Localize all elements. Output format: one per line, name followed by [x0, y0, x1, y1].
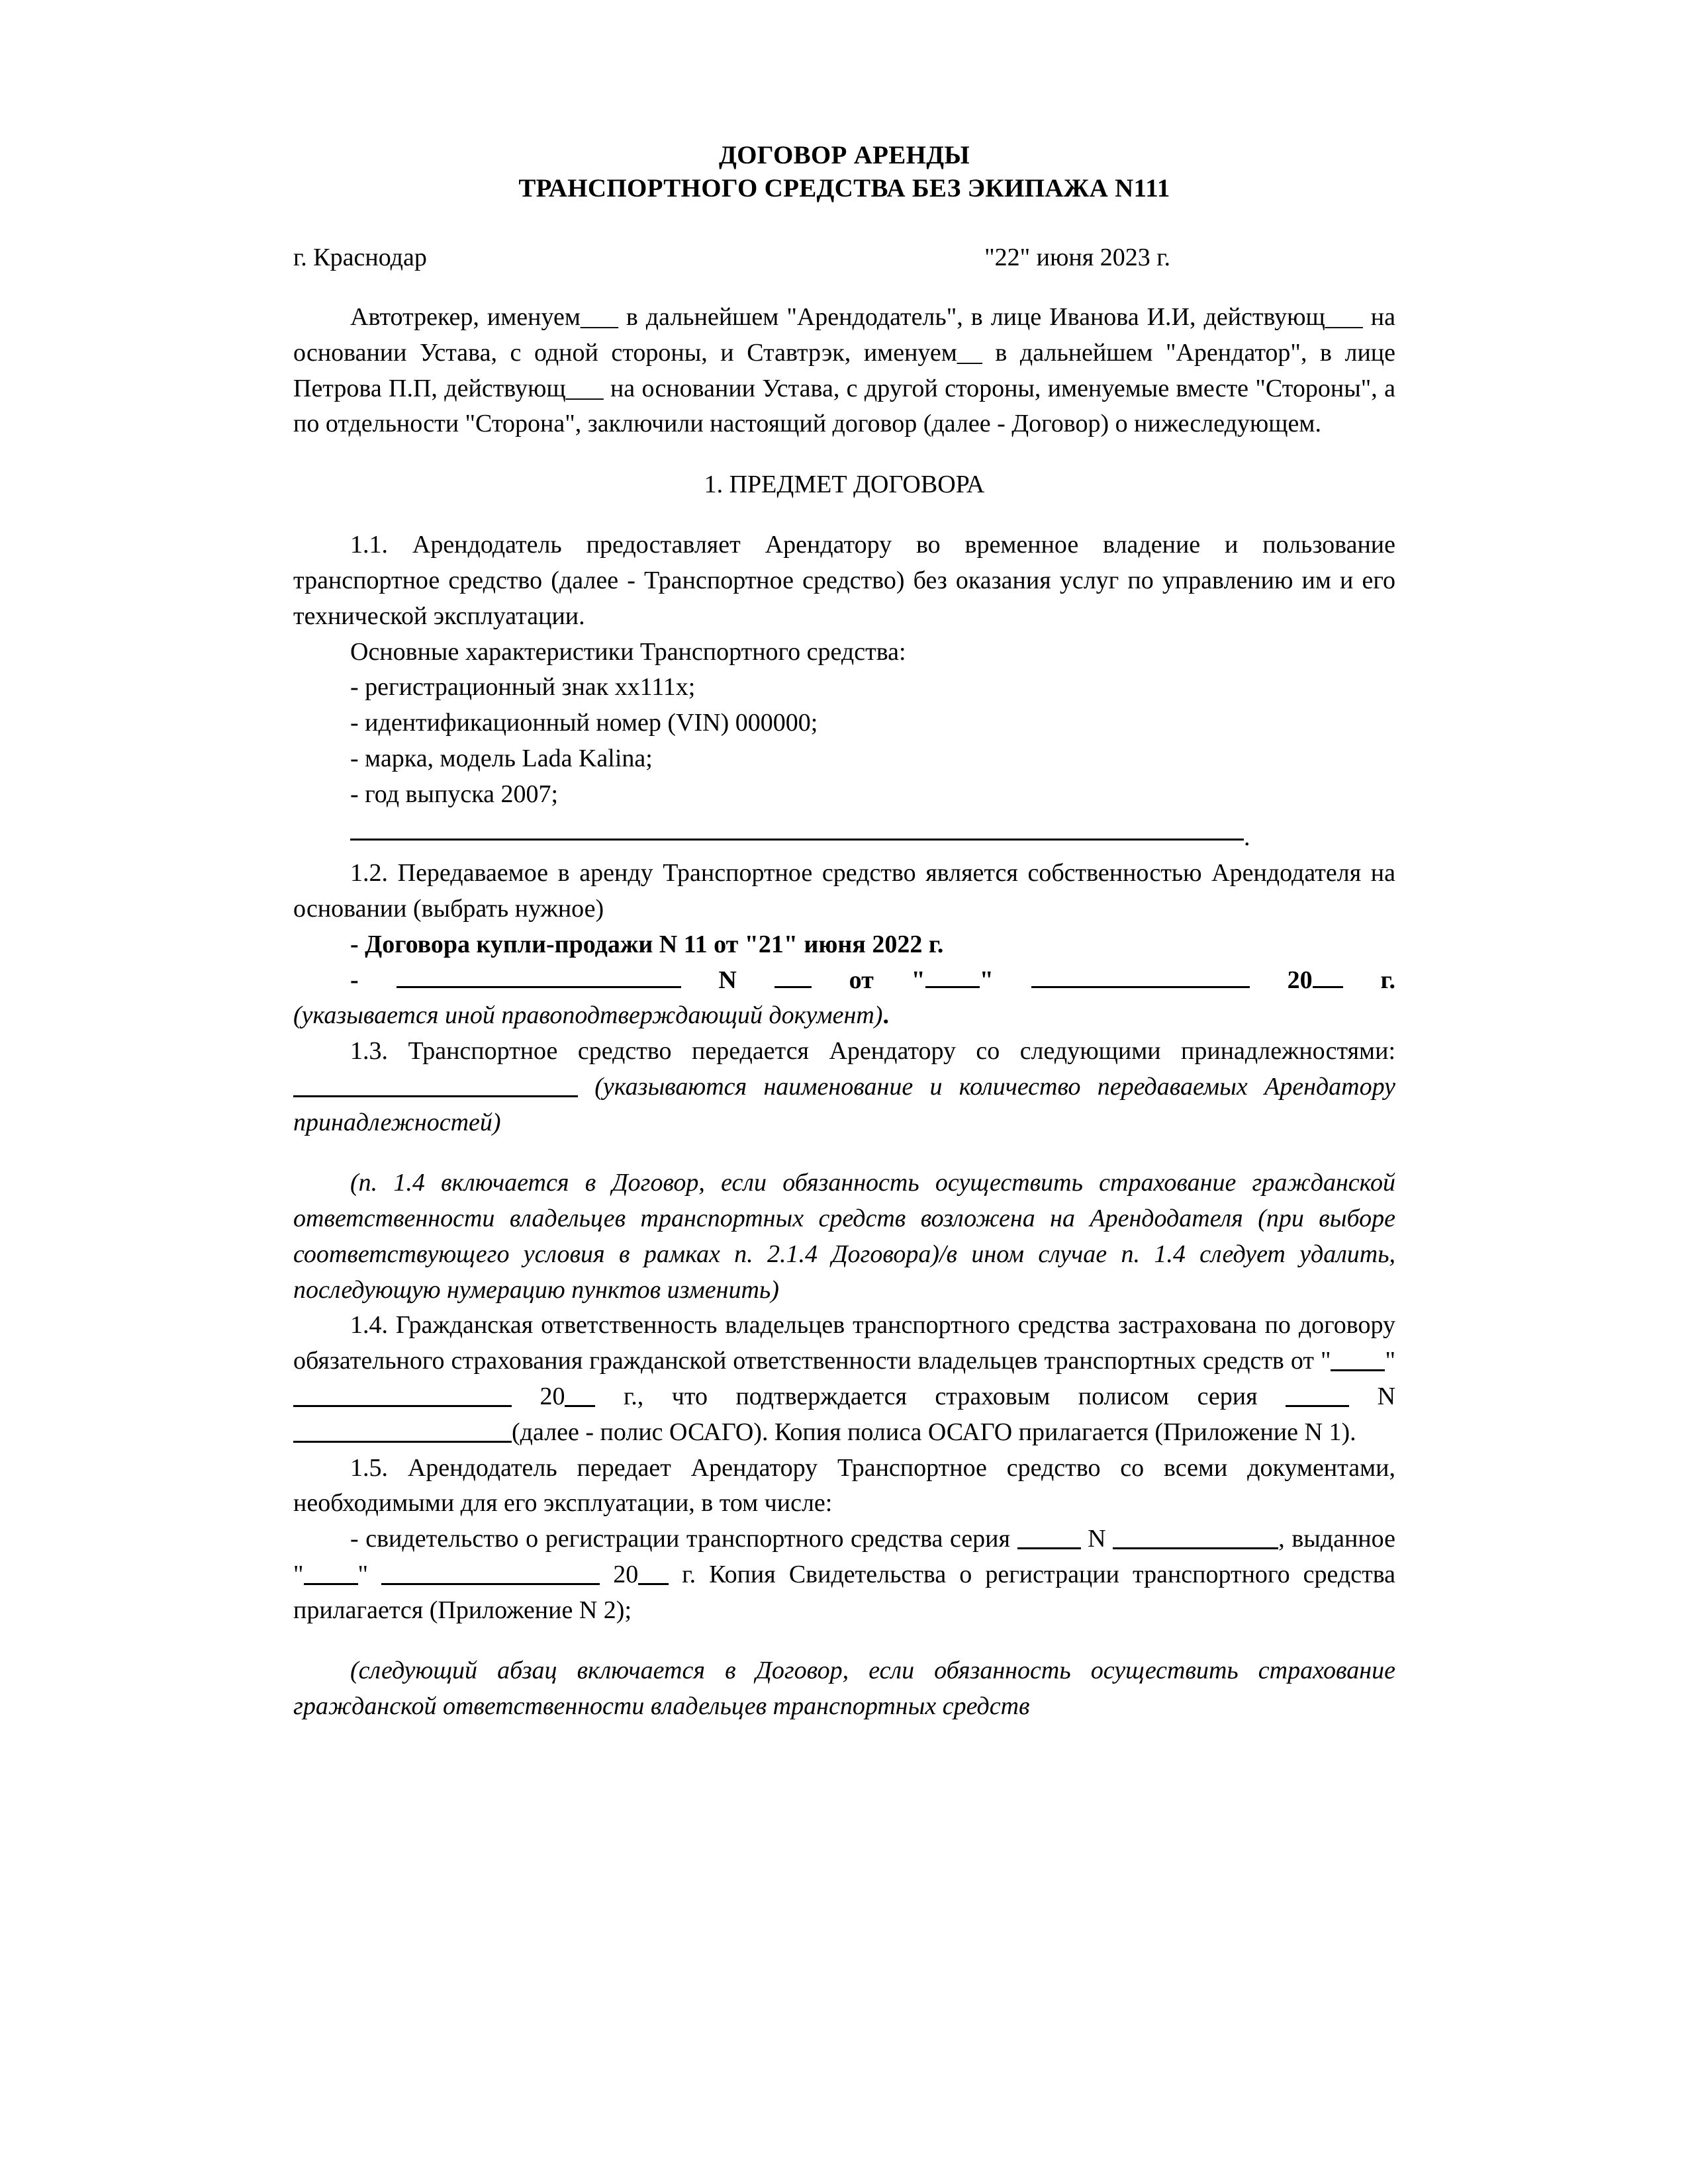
spacer [293, 812, 1395, 820]
note-clause-1-4-inclusion: (п. 1.4 включается в Договор, если обязанность осуществить страхование гражданской ответственности владельцев транспортных средств возложена на Арендодателя (при выборе соответствующего условия в рамках п. 2.1.4 Договора)/в ином случае п. 1.4 следует удалить, последующую нумерацию пунктов изменить) [293, 1169, 1395, 1304]
list-dash: - [350, 966, 359, 994]
characteristic-item: - идентификационный номер (VIN) 000000; [350, 709, 818, 737]
characteristic-item: - марка, модель Lada Kalina; [350, 744, 653, 772]
city-label: г. Краснодар [293, 243, 427, 271]
clause-1-5-lead: 1.5. Арендодатель передает Арендатору Транспортное средство со всеми документами, необходимыми для его эксплуатации, в том числе: [293, 1453, 1395, 1518]
clause-1-2-note-tail: . [882, 1001, 889, 1030]
accessories-field[interactable] [293, 1072, 578, 1097]
note-next-paragraph-inclusion: (следующий абзац включается в Договор, если обязанность осуществить страхование гражданской ответственности владельцев транспортных средств [293, 1657, 1395, 1721]
registration-year-field[interactable] [638, 1560, 669, 1585]
osago-series-field[interactable] [1286, 1382, 1349, 1407]
registration-day-field[interactable] [304, 1560, 358, 1585]
spacer [293, 205, 1395, 241]
document-number-field[interactable] [774, 963, 812, 988]
registration-series-field[interactable] [1017, 1524, 1081, 1549]
section-1-heading: 1. ПРЕДМЕТ ДОГОВОРА [704, 471, 985, 499]
registration-number-field[interactable] [1113, 1524, 1278, 1549]
osago-year-field[interactable] [565, 1382, 595, 1407]
clause-1-2-note-italic: (указывается иной правоподтверждающий документ) [293, 1001, 883, 1030]
clause-1-2-option-blank-row [293, 963, 1395, 999]
document-body [293, 139, 1395, 1725]
spacer [427, 241, 984, 275]
preamble-paragraph: Автотрекер, именуем___ в дальнейшем "Арендодатель", в лице Иванова И.И, действующ___ на основании Устава, с одной стороны, и Ставтрэк, именуем__ в дальнейшем "Арендатор", в лице Петрова П.П, действующ___ на основании Устава, с другой стороны, именуемые вместе "Стороны", а по отдельности "Сторона", заключили настоящий договор (далее - Договор) о нижеследующем. [293, 303, 1395, 438]
year-prefix: 20 [613, 1560, 639, 1588]
contract-date: "22" июня 2023 г. [984, 243, 1170, 271]
year-suffix: г. [1380, 966, 1395, 994]
clause-1-3-note-italic: (указываются наименование и количество передаваемых Арендатору принадлежностей) [293, 1072, 1395, 1136]
day-field[interactable] [925, 963, 980, 988]
clause-1-2-option-purchase-contract: - Договора купли-продажи N 11 от "21" июня 2022 г. [350, 930, 944, 958]
clause-1-5-item-1-part-3: г. Копия Свидетельства о регистрации транспортного средства прилагается (Приложение N 2); [293, 1560, 1395, 1624]
characteristic-item: - год выпуска 2007; [350, 780, 559, 808]
osago-number-field[interactable] [293, 1418, 512, 1443]
spacer [293, 275, 1395, 300]
clause-1-3-lead: 1.3. Транспортное средство передается Арендатору со следующими принадлежностями: [350, 1037, 1395, 1066]
title-line-2: ТРАНСПОРТНОГО СРЕДСТВА БЕЗ ЭКИПАЖА N111 [518, 173, 1170, 203]
blank-fill-trailing-punct: . [1244, 823, 1250, 852]
quote-open: " [293, 1560, 304, 1588]
clause-1-4-part-2: г., что подтверждается страховым полисом серия [623, 1382, 1258, 1410]
clause-1-1-text: 1.1. Арендодатель предоставляет Арендатору во временное владение и пользование транспортное средство (далее - Транспортное средство) без оказания услуг по управлению им и его технической эксплуатации. [293, 531, 1395, 630]
number-label: N [718, 966, 737, 994]
clause-1-5-item-1-part-2: выданное [1291, 1525, 1395, 1553]
title-line-1: ДОГОВОР АРЕНДЫ [719, 141, 970, 169]
osago-day-field[interactable] [1331, 1346, 1385, 1371]
number-label: N [1088, 1525, 1106, 1553]
clause-1-4-paragraph [293, 1308, 1395, 1450]
clause-1-3-paragraph [293, 1034, 1395, 1140]
spacer [293, 1140, 1395, 1165]
clause-1-1-characteristics-label: Основные характеристики Транспортного средства: [350, 637, 906, 666]
spacer [293, 442, 1395, 467]
characteristic-item: - регистрационный знак хх111х; [350, 673, 696, 702]
year-field[interactable] [1313, 963, 1343, 988]
quote-open: " [911, 966, 925, 994]
clause-1-5-item-1: - свидетельство о регистрации транспортного средства серия N , выданное " " 20 г. Копия Свидетельства о регистрации транспортного средства прилагается (Приложение N 2); [293, 1525, 1395, 1624]
city-date-row [293, 241, 1395, 275]
quote-close: " [979, 966, 994, 994]
quote-open: " [1320, 1347, 1331, 1375]
registration-month-field[interactable] [381, 1560, 600, 1585]
number-label: N [1377, 1382, 1396, 1410]
clause-1-2-text: 1.2. Передаваемое в аренду Транспортное средство является собственностью Арендодателя на основании (выбрать нужное) [293, 859, 1395, 923]
clause-1-4-part-3: (далее - полис ОСАГО). Копия полиса ОСАГО прилагается (Приложение N 1). [512, 1418, 1356, 1446]
quote-close: " [357, 1560, 369, 1588]
clause-1-4-part-1: 1.4. Гражданская ответственность владельцев транспортного средства застрахована по договору обязательного страхования гражданской ответственности владельцев транспортных средств от [293, 1311, 1395, 1375]
document-title [293, 139, 1395, 205]
blank-fill-rule[interactable] [350, 839, 1244, 841]
from-label: от [849, 966, 874, 994]
spacer [293, 502, 1395, 527]
quote-close: " [1385, 1347, 1395, 1375]
characteristics-blank-line-row [293, 820, 1395, 856]
clause-1-5-item-1-part-1: - свидетельство о регистрации транспортного средства серия [350, 1525, 1010, 1553]
year-prefix: 20 [539, 1382, 565, 1410]
spacer [293, 1628, 1395, 1653]
document-name-field[interactable] [397, 963, 681, 988]
clause-1-2-note-row [293, 998, 1395, 1034]
osago-month-field[interactable] [293, 1382, 512, 1407]
month-field[interactable] [1031, 963, 1250, 988]
year-prefix: 20 [1287, 966, 1313, 994]
